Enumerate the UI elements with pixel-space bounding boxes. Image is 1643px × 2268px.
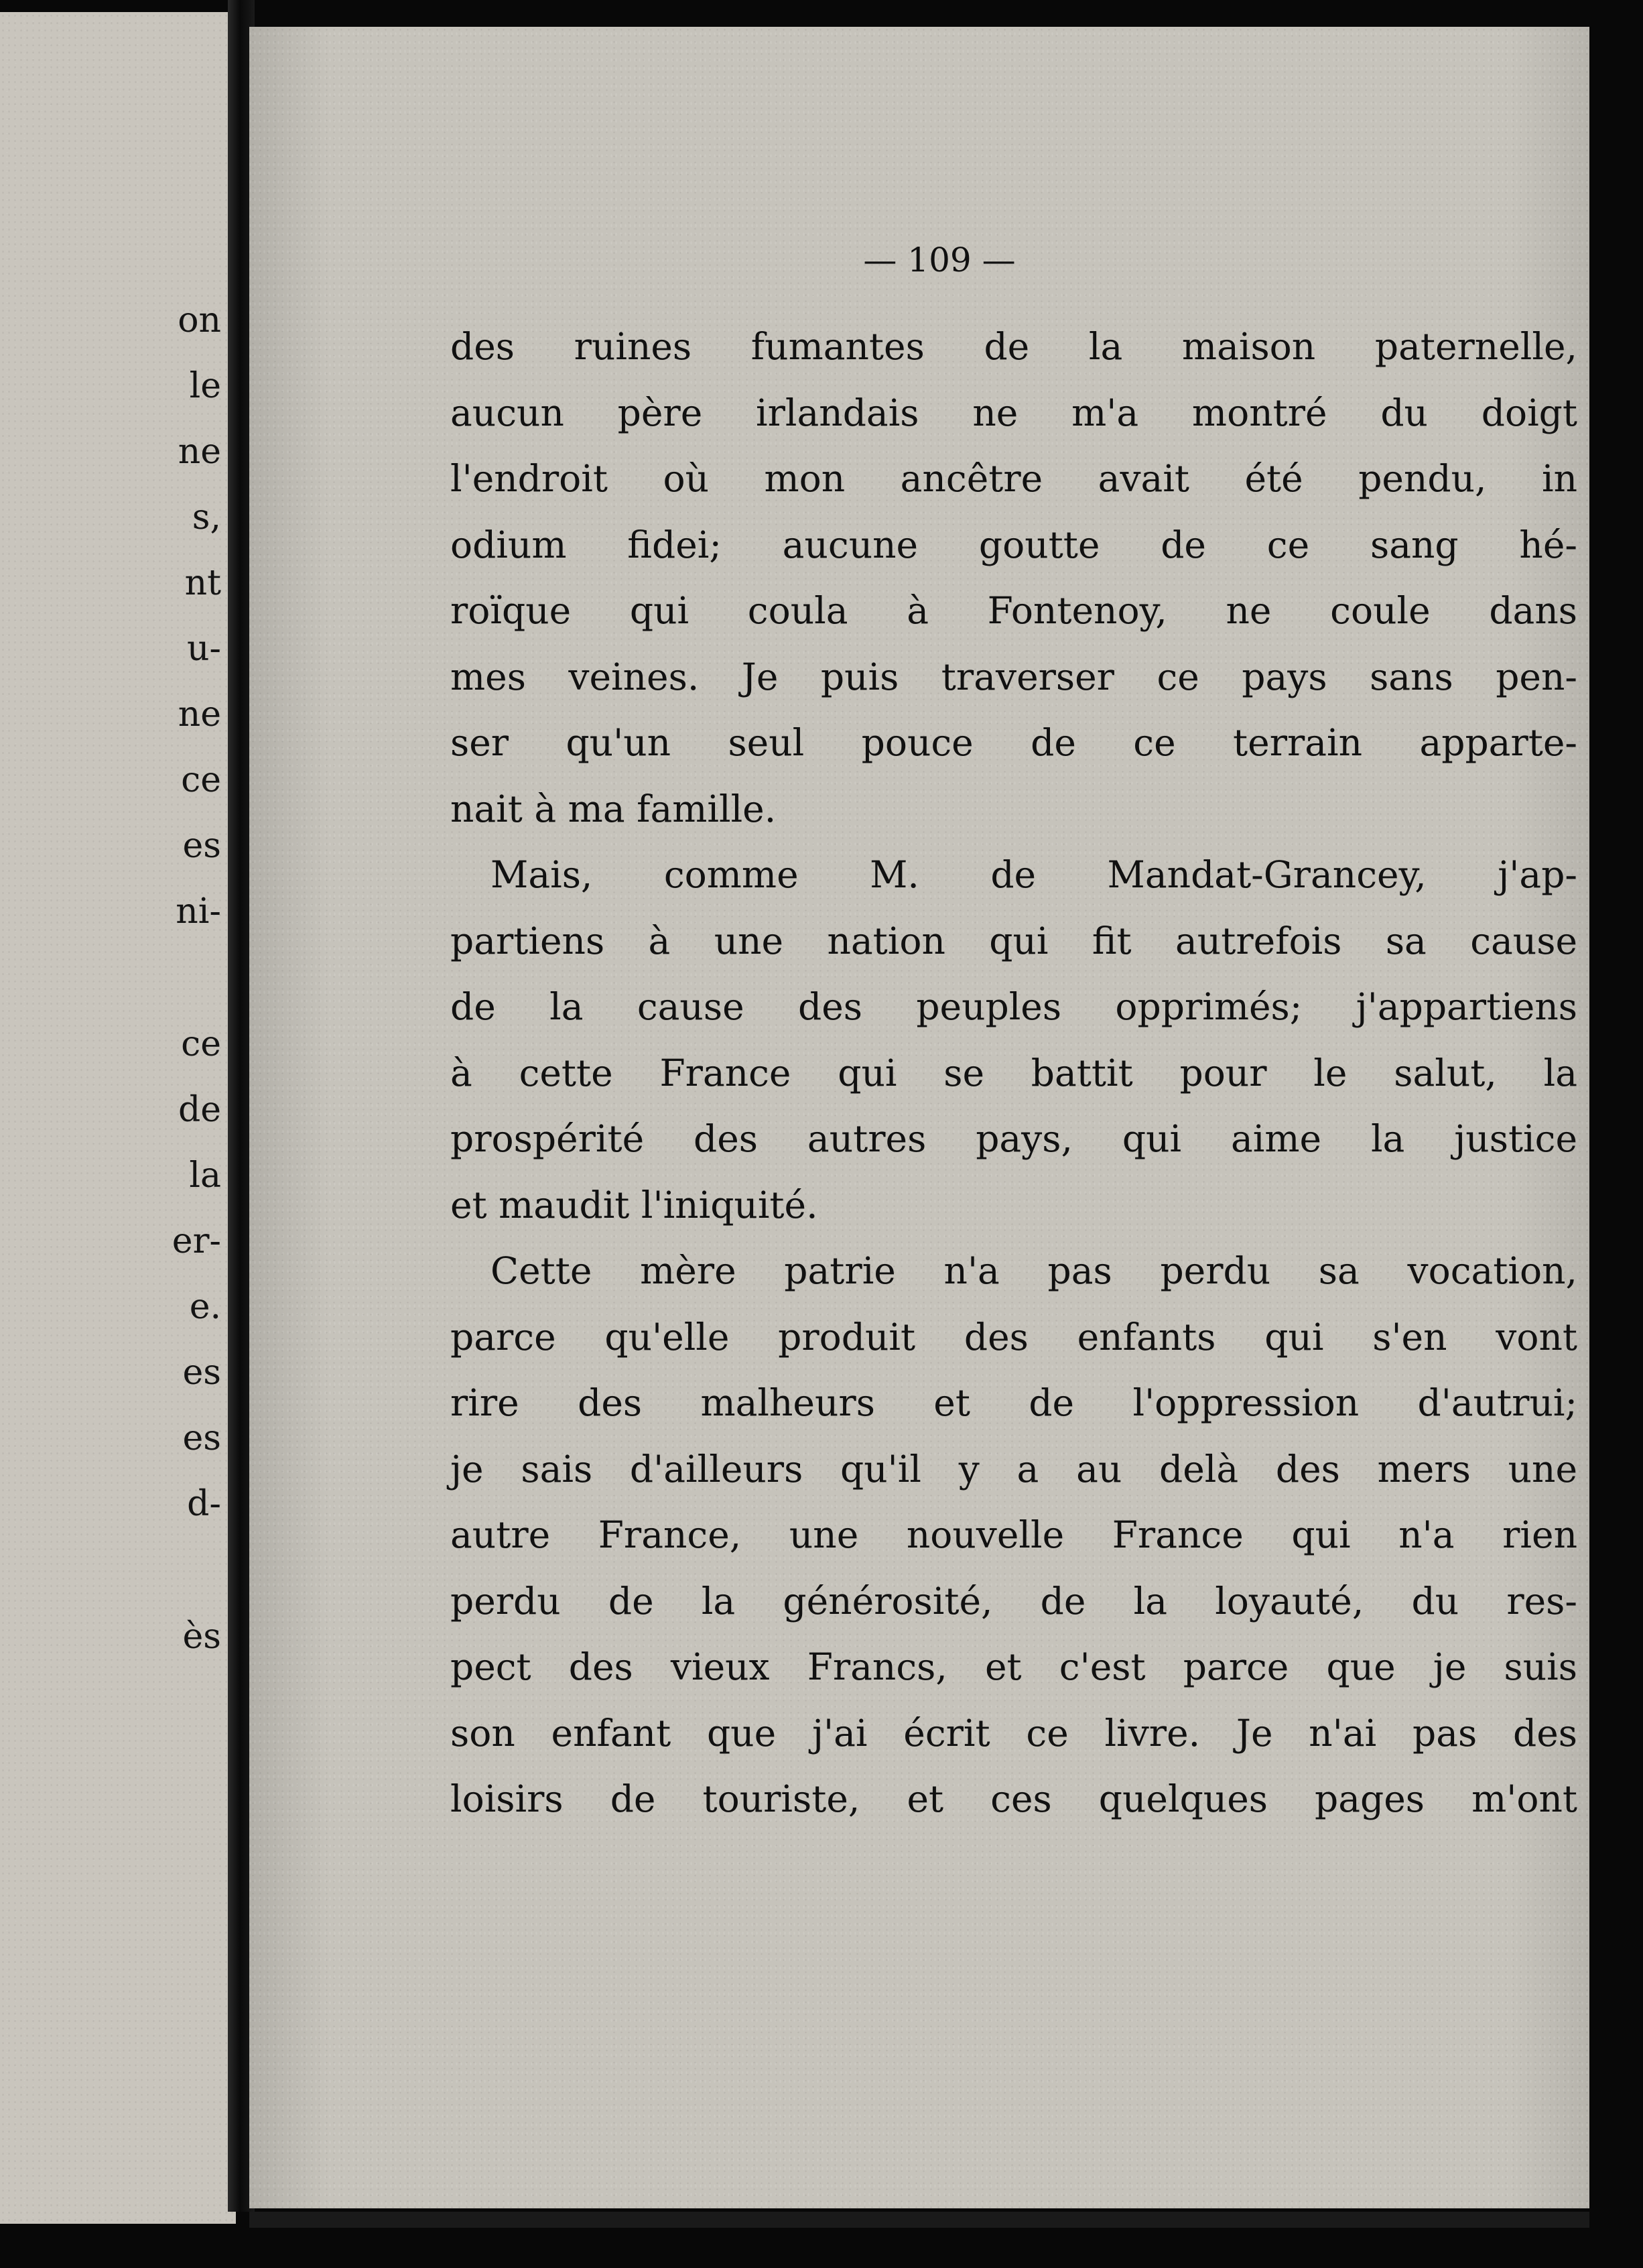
text-line: ser qu'un seul pouce de ce terrain apparte- [450,721,1577,764]
paragraph-1 [450,314,1577,842]
left-line-fragment: es [182,826,221,866]
text-line: son enfant que j'ai écrit ce livre. Je n'ai pas des [450,1711,1577,1755]
main-page [249,27,1589,2208]
page-number: — 109 — [863,241,1016,279]
text-line: Cette mère patrie n'a pas perdu sa vocation, [490,1249,1577,1292]
text-line: perdu de la générosité, de la loyauté, du res- [450,1579,1577,1623]
text-line: autre France, une nouvelle France qui n'a rien [450,1513,1577,1556]
text-line: Mais, comme M. de Mandat-Grancey, j'ap- [490,853,1577,896]
left-line-fragment: es [182,1418,221,1458]
text-line: rire des malheurs et de l'oppression d'autrui; [450,1381,1577,1424]
text-line: à cette France qui se battit pour le salut, la [450,1051,1577,1094]
left-line-fragment: d- [187,1484,221,1524]
left-line-fragment: on [178,300,221,340]
text-line: loisirs de touriste, et ces quelques pages m'ont [450,1777,1577,1820]
text-line: pect des vieux Francs, et c'est parce que je suis [450,1645,1577,1688]
left-line-fragment: er- [172,1221,221,1261]
text-line: et maudit l'iniquité. [450,1183,818,1226]
paragraph-2 [450,842,1577,1238]
page-body [450,314,1577,1832]
left-line-fragment: ès [182,1617,221,1657]
left-line-fragment: de [178,1090,221,1130]
text-line: aucun père irlandais ne m'a montré du doigt [450,391,1577,434]
left-facing-page [0,12,236,2224]
text-line: prospérité des autres pays, qui aime la justice [450,1117,1577,1160]
left-line-fragment: le [189,366,221,406]
text-line: l'endroit où mon ancêtre avait été pendu, in [450,457,1577,500]
left-page-line-endings [0,12,236,2224]
text-line: roïque qui coula à Fontenoy, ne coule dans [450,589,1577,632]
left-line-fragment: ni- [176,891,221,932]
scan-bottom-edge [249,2212,1589,2228]
left-line-fragment: la [189,1155,221,1196]
left-line-fragment: e. [189,1287,221,1327]
text-line: partiens à une nation qui fit autrefois sa cause [450,919,1577,962]
left-line-fragment: u- [186,629,221,669]
text-line: nait à ma famille. [450,787,777,830]
left-line-fragment: nt [184,563,221,603]
text-line: je sais d'ailleurs qu'il y a au delà des mers une [450,1447,1577,1491]
left-line-fragment: ne [178,432,221,472]
left-line-fragment: ce [181,760,221,800]
text-line: des ruines fumantes de la maison paternelle, [450,325,1577,368]
text-line: mes veines. Je puis traverser ce pays sans pen- [450,655,1577,698]
left-line-fragment: s, [192,497,221,538]
text-line: odium fidei; aucune goutte de ce sang hé- [450,523,1577,566]
left-line-fragment: ne [178,694,221,735]
text-line: parce qu'elle produit des enfants qui s'en vont [450,1315,1577,1359]
left-line-fragment: ce [181,1024,221,1064]
left-line-fragment: es [182,1352,221,1393]
paragraph-3 [450,1238,1577,1832]
text-line: de la cause des peuples opprimés; j'appartiens [450,985,1577,1028]
